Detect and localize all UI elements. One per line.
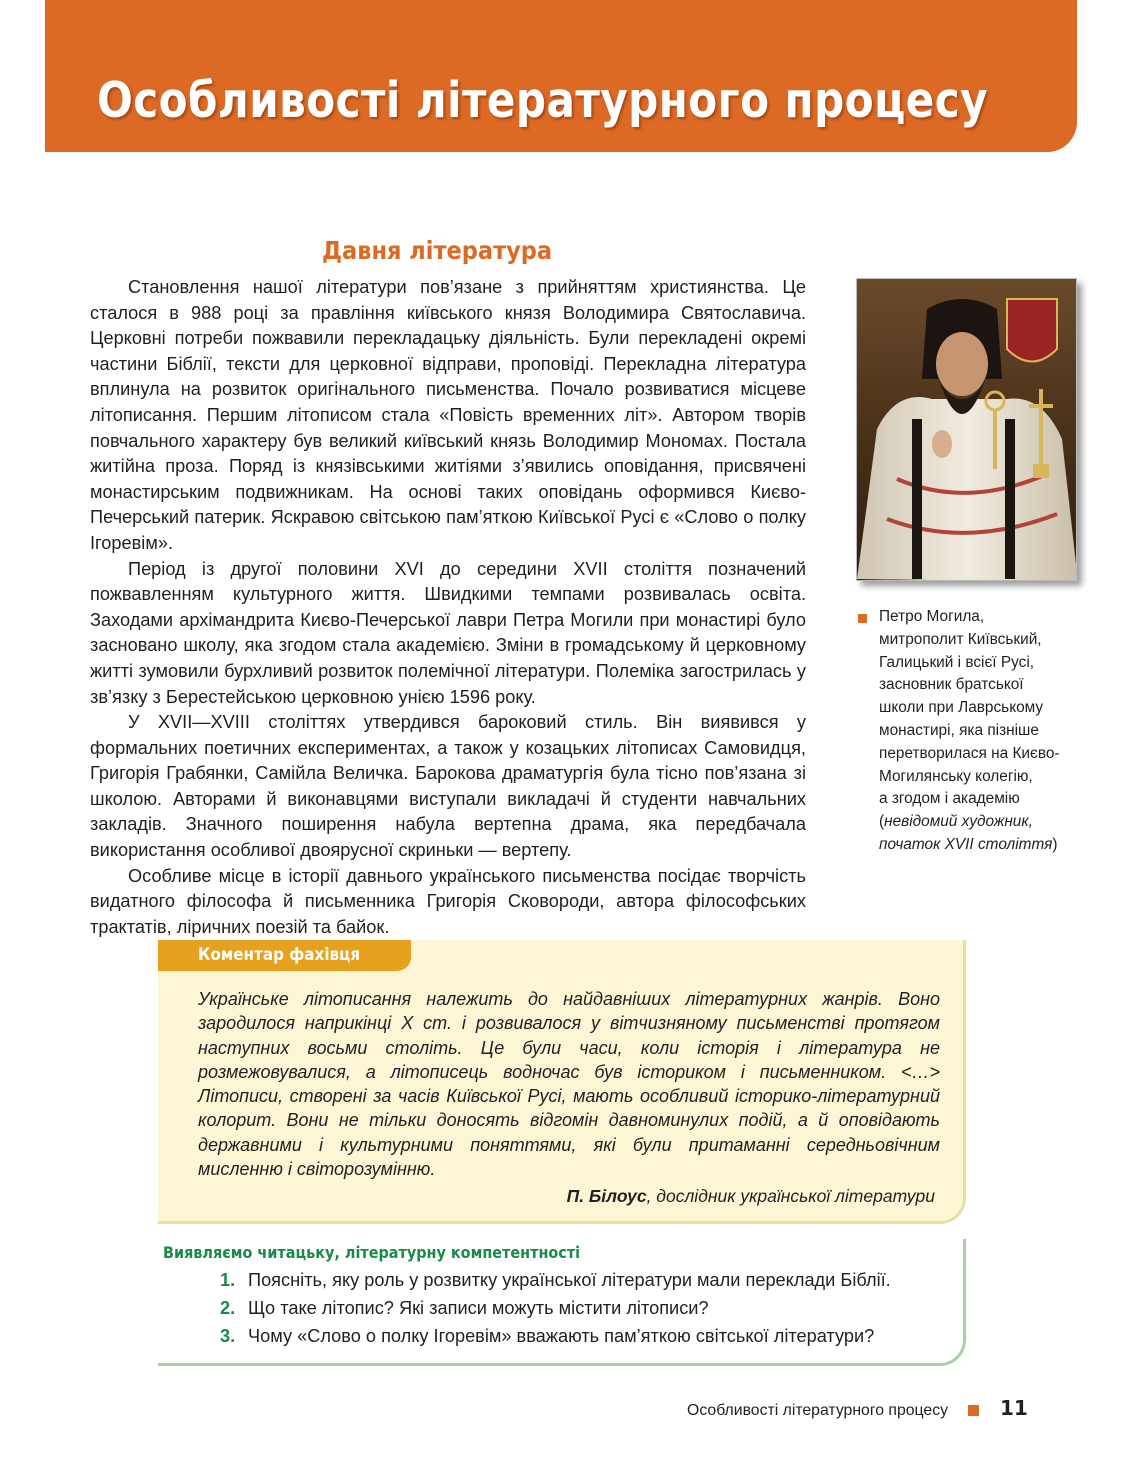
task-number: 3. [220, 1326, 236, 1346]
comment-author [567, 1186, 935, 1207]
chapter-banner [45, 0, 1077, 152]
task-text: Що таке літопис? Які записи можуть містити літописи? [248, 1298, 709, 1318]
footer-bullet [968, 1405, 979, 1416]
comment-tab [158, 940, 411, 971]
chapter-title: Особливості літературного процесу [97, 72, 989, 129]
author-name: П. Білоус [566, 1186, 647, 1206]
portrait-image [856, 278, 1077, 581]
main-text [90, 275, 806, 940]
task-item [220, 1298, 709, 1319]
caption-line: Могилянську колегію, [879, 767, 1033, 785]
author-role: , дослідник української літератури [646, 1186, 935, 1206]
task-item [220, 1326, 874, 1347]
paragraph: У XVII—XVIII століттях утвердився бароковий стиль. Він виявився у формальних поетичних експериментах, а також у козацьких літописах Самовидця, Григорія Грабянки, Самійла Величка. Барокова драматургія була тісно пов’язана зі школою. Авторами й виконавцями виступали викладачі й студенти навчальних закладів. Значного поширення набула вертепна драма, яка передбачала використання особливої двоярусної скриньки — вертепу. [90, 712, 806, 861]
task-number: 1. [220, 1270, 236, 1290]
caption-line: Петро Могила, [879, 608, 985, 625]
caption-credit-line: (невідомий художник, [879, 813, 1033, 831]
task-text: Поясніть, яку роль у розвитку української літератури мали переклади Біблії. [248, 1270, 891, 1290]
task-text: Чому «Слово о полку Ігоревім» вважають пам’яткою світської літератури? [248, 1326, 875, 1346]
caption-line: перетворилася на Києво- [879, 744, 1060, 762]
caption-credit-line: початок XVII століття) [879, 835, 1058, 853]
tasks-box [158, 1239, 966, 1366]
tasks-title: Виявляємо читацьку, літературну компетентності [163, 1243, 581, 1262]
task-number: 2. [220, 1298, 236, 1318]
caption-line: школи при Лаврському [879, 699, 1044, 717]
caption-line: монастирі, яка пізніше [879, 721, 1039, 739]
caption-line: Галицький і всієї Русі, [879, 653, 1035, 671]
comment-tab-label: Коментар фахівця [198, 945, 361, 964]
expert-comment-box [158, 940, 966, 1224]
portrait-caption [879, 606, 1109, 857]
caption-credit-artist: невідомий художник, [884, 813, 1033, 831]
paragraph: Особливе місце в історії давнього українського письменства посідає творчість видатного філософа й письменника Григорія Сковороди, автора філософських трактатів, ліричних поезій та байок. [90, 865, 806, 937]
caption-bullet [858, 614, 867, 623]
paragraph: Період із другої половини XVI до середини XVII століття позначений пожвавленням культурного життя. Швидкими темпами розвивалась освіта. Заходами архімандрита Києво-Печерської лаври Петра Могили при монастирі було засновано школу, яка згодом стала академією. Зміни в громадському й церковному житті зумовили бурхливий розвиток полемічної літератури. Полеміка загострилась у зв’язку з Берестейською церковною унією 1596 року. [90, 558, 806, 707]
caption-line: митрополит Київський, [879, 630, 1042, 648]
page-number: 11 [1000, 1396, 1028, 1420]
running-title: Особливості літературного процесу [687, 1402, 948, 1419]
caption-credit-date: початок XVII століття [879, 835, 1053, 853]
caption-line: засновник братської [879, 676, 1024, 694]
caption-line: а згодом і академію [879, 790, 1020, 808]
section-heading: Давня література [322, 236, 553, 265]
task-item [220, 1270, 891, 1291]
comment-text: Українське літописання належить до найдавніших літературних жанрів. Воно зародилося наприкінці X ст. і розвивалося у вітчизняному письменстві протягом наступних восьми століть. Це були часи, коли історія і література не розмежовувалися, а літописець водночас був істориком і письменником. <…> Літописи, створені за часів Київської Русі, мають особливий історико-літературний колорит. Вони не тільки доносять відгомін давноминулих подій, а й оповідають державними і культурними поняттями, які були притаманні середньовічним мисленню і світорозумінню. [198, 989, 940, 1180]
paragraph: Становлення нашої літератури пов’язане з прийняттям християнства. Це сталося в 988 році за правління київського князя Володимира Святославича. Церковні потреби пожвавили перекладацьку діяльність. Були перекладені окремі частини Біблії, тексти для церковної відправи, проповіді. Перекладна література вплинула на розвиток оригінального письменства. Почало розвиватися місцеве літописання. Першим літописом стала «Повість временних літ». Автором творів повчального характеру був великий київський князь Володимир Мономах. Постала житійна проза. Поряд із князівськими житіями з’явились оповідання, присвячені монастирським подвижникам. На основі таких оповідань оформився Києво-Печерський патерик. Яскравою світською пам’яткою Київської Русі є «Слово о полку Ігоревім». [90, 277, 806, 553]
